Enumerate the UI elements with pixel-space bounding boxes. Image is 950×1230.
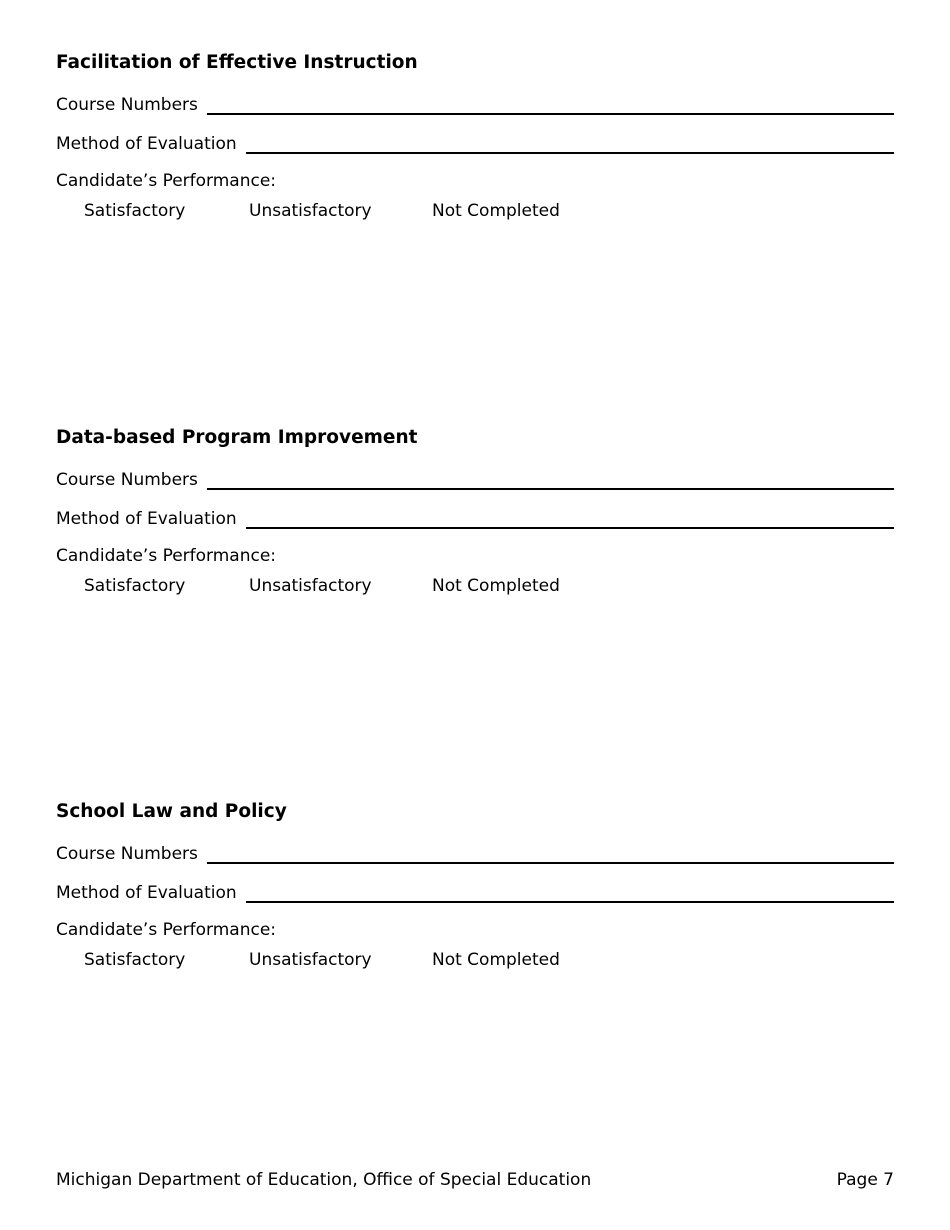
option-unsatisfactory[interactable]: Unsatisfactory: [249, 576, 372, 596]
option-satisfactory[interactable]: Satisfactory: [84, 576, 186, 596]
option-satisfactory[interactable]: Satisfactory: [84, 950, 186, 970]
method-of-evaluation-blank-line[interactable]: [246, 152, 894, 154]
method-of-evaluation-field: [56, 881, 894, 903]
option-unsatisfactory[interactable]: Unsatisfactory: [249, 201, 372, 221]
option-not-completed[interactable]: Not Completed: [432, 950, 560, 970]
course-numbers-field: [56, 842, 894, 864]
performance-options: [56, 949, 894, 971]
course-numbers-blank-line[interactable]: [207, 113, 894, 115]
method-of-evaluation-field: [56, 132, 894, 154]
option-not-completed[interactable]: Not Completed: [432, 201, 560, 221]
method-of-evaluation-blank-line[interactable]: [246, 901, 894, 903]
course-numbers-label: Course Numbers: [56, 95, 198, 115]
course-numbers-blank-line[interactable]: [207, 862, 894, 864]
course-numbers-label: Course Numbers: [56, 844, 198, 864]
course-numbers-field: [56, 93, 894, 115]
candidate-performance-label: Candidate’s Performance:: [56, 171, 277, 191]
section-facilitation-of-effective-instruction: [56, 51, 894, 222]
course-numbers-label: Course Numbers: [56, 470, 198, 490]
option-satisfactory[interactable]: Satisfactory: [84, 201, 186, 221]
course-numbers-field: [56, 468, 894, 490]
method-of-evaluation-label: Method of Evaluation: [56, 134, 237, 154]
option-not-completed[interactable]: Not Completed: [432, 576, 560, 596]
method-of-evaluation-field: [56, 507, 894, 529]
page-number: Page 7: [836, 1170, 894, 1190]
method-of-evaluation-label: Method of Evaluation: [56, 509, 237, 529]
method-of-evaluation-label: Method of Evaluation: [56, 883, 237, 903]
candidate-performance-label: Candidate’s Performance:: [56, 546, 277, 566]
section-title: Facilitation of Effective Instruction: [56, 52, 418, 73]
section-data-based-program-improvement: [56, 426, 894, 597]
section-school-law-and-policy: [56, 800, 894, 971]
method-of-evaluation-blank-line[interactable]: [246, 527, 894, 529]
option-unsatisfactory[interactable]: Unsatisfactory: [249, 950, 372, 970]
footer-organization: Michigan Department of Education, Office of Special Education: [56, 1170, 592, 1190]
course-numbers-blank-line[interactable]: [207, 488, 894, 490]
page-footer: [56, 1168, 894, 1192]
section-title: Data-based Program Improvement: [56, 427, 418, 448]
candidate-performance-label: Candidate’s Performance:: [56, 920, 277, 940]
performance-options: [56, 575, 894, 597]
section-title: School Law and Policy: [56, 801, 287, 822]
performance-options: [56, 200, 894, 222]
